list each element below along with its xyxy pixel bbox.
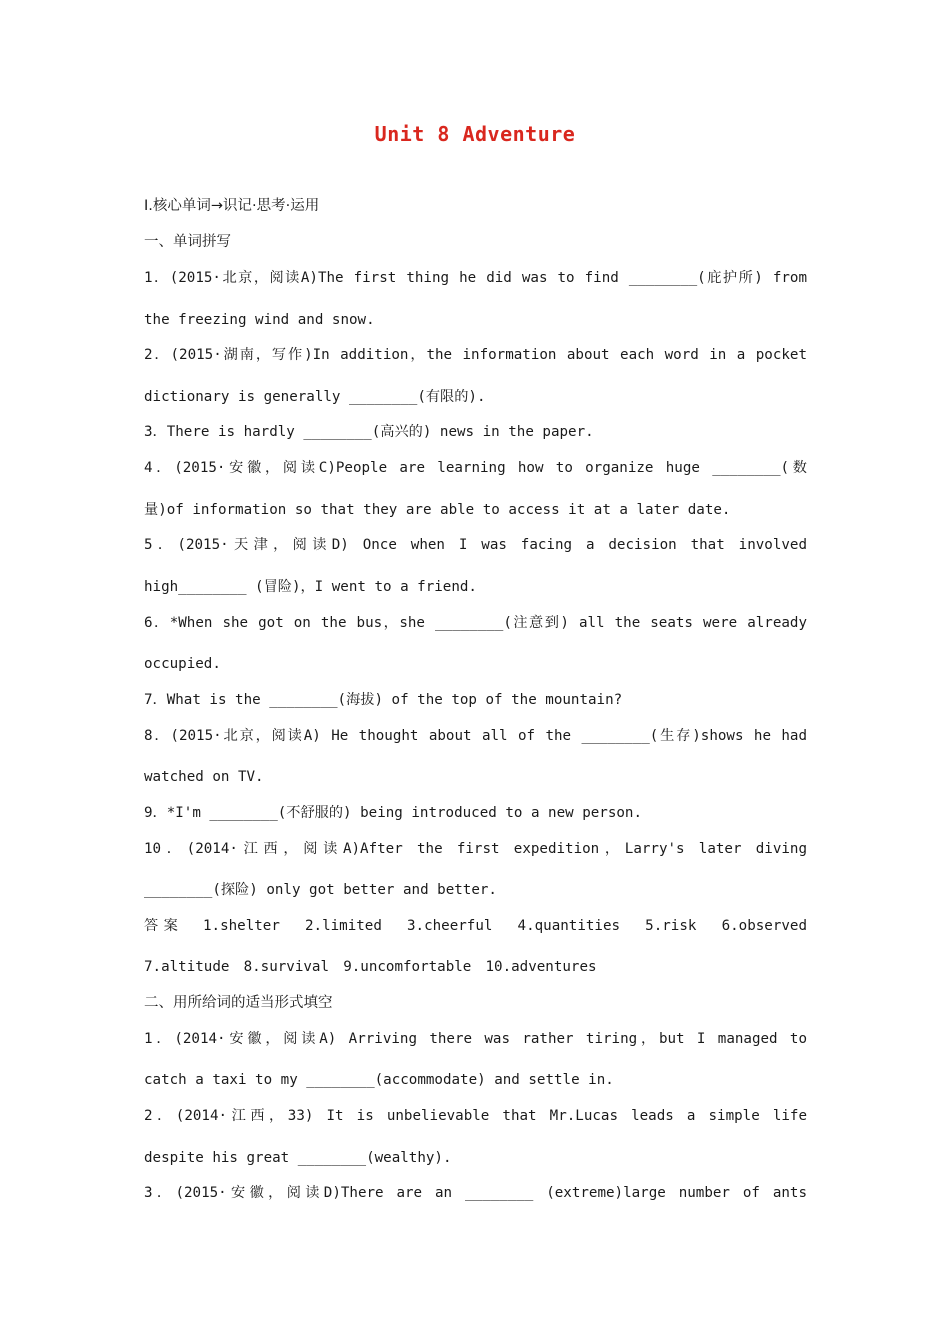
exercise-line: 3．(2015·安徽，阅读D)There are an ________ (extreme)large number of ants: [144, 1185, 807, 1201]
exercise-line: ________(探险) only got better and better.: [144, 882, 497, 898]
exercise-line: 量)of information so that they are able to access it at a later date.: [144, 502, 731, 518]
exercise-line: 10．(2014·江西，阅读A)After the first expedition，Larry's later diving: [144, 841, 807, 857]
exercise-line: 7．What is the ________(海拔) of the top of the mountain?: [144, 692, 623, 708]
exercise-line: despite his great ________(wealthy).: [144, 1150, 452, 1166]
exercise-line: 2．(2014·江西，33) It is unbelievable that Mr.Lucas leads a simple life: [144, 1108, 807, 1124]
exercise-line: high________ (冒险)，I went to a friend.: [144, 579, 477, 595]
exercise-line: 9．*I'm ________(不舒服的) being introduced to a new person.: [144, 805, 643, 821]
exercise-line: 8．(2015·北京，阅读A) He thought about all of the ________(生存)shows he had: [144, 728, 807, 744]
exercise-line: 1．(2014·安徽，阅读A) Arriving there was rather tiring，but I managed to: [144, 1031, 807, 1047]
exercise-line: watched on TV.: [144, 769, 264, 785]
part1-heading: 一、单词拼写: [144, 234, 231, 250]
answer-line: 答案 1.shelter 2.limited 3.cheerful 4.quantities 5.risk 6.observed: [144, 918, 807, 934]
answer-line: 7.altitude 8.survival 9.uncomfortable 10.adventures: [144, 959, 597, 975]
exercise-line: 4．(2015·安徽，阅读C)People are learning how to organize huge ________(数: [144, 460, 807, 476]
exercise-line: dictionary is generally ________(有限的).: [144, 389, 486, 405]
exercise-line: 6．*When she got on the bus，she ________(注意到) all the seats were already: [144, 615, 807, 631]
exercise-line: occupied.: [144, 656, 221, 672]
exercise-line: 3．There is hardly ________(高兴的) news in the paper.: [144, 424, 594, 440]
exercise-line: catch a taxi to my ________(accommodate) and settle in.: [144, 1072, 614, 1088]
exercise-line: 2．(2015·湖南，写作)In addition，the information about each word in a pocket: [144, 347, 807, 363]
exercise-line: 5．(2015·天津，阅读D) Once when I was facing a decision that involved: [144, 537, 807, 553]
part2-heading: 二、用所给词的适当形式填空: [144, 995, 333, 1011]
section-heading: Ⅰ.核心单词→识记·思考·运用: [144, 198, 320, 214]
exercise-line: the freezing wind and snow.: [144, 312, 375, 328]
unit-title: Unit 8 Adventure: [374, 122, 576, 146]
exercise-line: 1．(2015·北京，阅读A)The first thing he did was to find ________(庇护所) from: [144, 270, 807, 286]
